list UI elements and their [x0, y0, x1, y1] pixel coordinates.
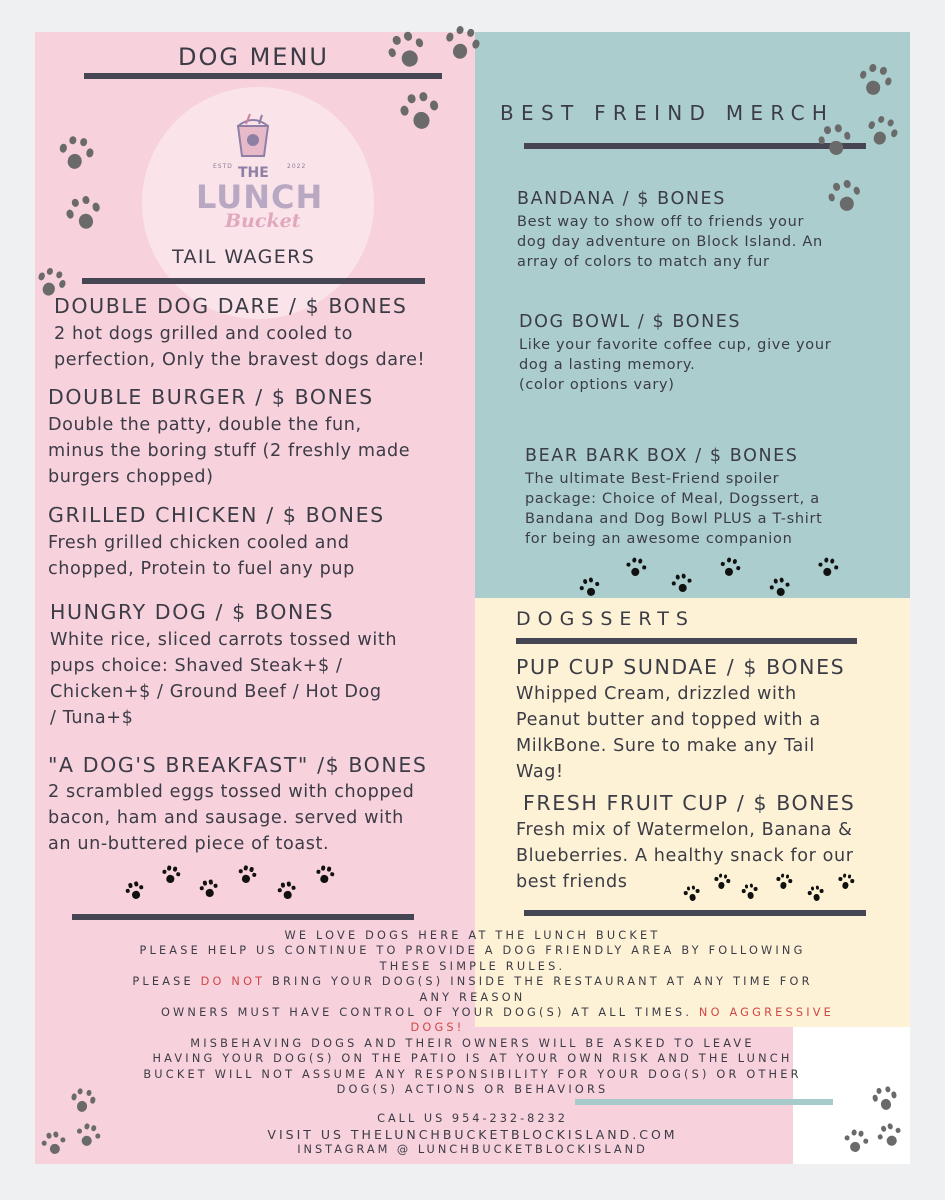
rules-line: HAVING YOUR DOG(S) ON THE PATIO IS AT YOUR OWN RISK AND THE LUNCH: [152, 1052, 793, 1066]
contact-instagram: INSTAGRAM @ LUNCHBUCKETBLOCKISLAND: [297, 1143, 648, 1156]
rules-emphasis: DO NOT: [200, 975, 266, 989]
menu-item-title: DOUBLE DOG DARE / $ BONES: [54, 294, 408, 318]
rules-line: ANY REASON: [419, 990, 526, 1004]
paw-print-icon: [397, 89, 443, 135]
logo-year: 2022: [287, 163, 307, 170]
paw-print-icon: [55, 133, 97, 175]
merch-item-title: DOG BOWL / $ BONES: [519, 312, 742, 332]
logo-estd: ESTD: [213, 163, 233, 170]
menu-item-title: HUNGRY DOG / $ BONES: [50, 600, 335, 624]
divider: [84, 73, 442, 79]
rules-line: MISBEHAVING DOGS AND THEIR OWNERS WILL BE ASKED TO LEAVE: [190, 1036, 755, 1050]
paw-print-icon: [199, 879, 220, 900]
paw-print-icon: [816, 556, 839, 579]
divider: [524, 910, 866, 916]
paw-print-icon: [315, 865, 336, 886]
rules-block: [50, 928, 895, 1097]
paw-print-icon: [68, 1086, 98, 1116]
paw-print-icon: [815, 121, 854, 160]
menu-item-title: "A DOG'S BREAKFAST" /$ BONES: [48, 753, 428, 777]
paw-print-icon: [842, 1128, 870, 1156]
menu-item-title: DOUBLE BURGER / $ BONES: [48, 385, 374, 409]
menu-item-title: GRILLED CHICKEN / $ BONES: [48, 503, 385, 527]
bucket-icon: [232, 112, 274, 158]
paw-print-icon: [713, 873, 732, 892]
menu-item-desc: Fresh grilled chicken cooled and chopped, Protein to fuel any pup: [48, 533, 355, 579]
rules-line: PLEASE HELP US CONTINUE TO PROVIDE A DOG FRIENDLY AREA BY FOLLOWING: [139, 944, 806, 958]
menu-item-desc: 2 scrambled eggs tossed with chopped bacon, ham and sausage. served with an un-buttered piece of toast.: [48, 782, 415, 854]
divider: [516, 638, 857, 644]
rules-line: [50, 1005, 895, 1020]
dog-menu-title: DOG MENU: [178, 43, 329, 71]
merch-title: BEST FREIND MERCH: [500, 101, 835, 125]
merch-item-desc: Best way to show off to friends your dog day adventure on Block Island. An array of colors to match any fur: [517, 214, 823, 270]
paw-print-icon: [277, 881, 298, 902]
merch-item-title: BANDANA / $ BONES: [517, 189, 726, 209]
rules-line: DOG(S) ACTIONS OR BEHAVIORS: [336, 1083, 609, 1097]
menu-item-desc: 2 hot dogs grilled and cooled to perfection, Only the bravest dogs dare!: [54, 324, 426, 370]
rules-line: BUCKET WILL NOT ASSUME ANY RESPONSIBILITY FOR YOUR DOG(S) OR OTHER: [143, 1067, 802, 1081]
divider: [82, 278, 425, 284]
paw-print-icon: [624, 556, 647, 579]
divider: [72, 914, 414, 920]
paw-print-icon: [670, 572, 693, 595]
divider: [524, 143, 866, 149]
paw-print-icon: [870, 1084, 900, 1114]
logo-bucket: Bucket: [225, 210, 301, 232]
paw-print-icon: [741, 883, 760, 902]
dogssert-item-title: PUP CUP SUNDAE / $ BONES: [516, 655, 846, 679]
rules-text: PLEASE: [132, 975, 201, 989]
rules-line: THESE SIMPLE RULES.: [379, 959, 566, 973]
dogssert-item-desc: Whipped Cream, drizzled with Peanut butter and topped with a MilkBone. Sure to make any Tail Wag!: [516, 684, 821, 782]
contact-phone: CALL US 954-232-8232: [377, 1112, 568, 1125]
paw-print-icon: [837, 873, 856, 892]
rules-line: [50, 1020, 895, 1035]
divider: [575, 1099, 833, 1105]
menu-item-desc: Double the patty, double the fun, minus the boring stuff (2 freshly made burgers chopped): [48, 415, 411, 487]
rules-text: OWNERS MUST HAVE CONTROL OF YOUR DOG(S) AT ALL TIMES.: [160, 1006, 699, 1020]
rules-emphasis: NO AGGRESSIVE: [698, 1006, 835, 1020]
dogssert-item-title: FRESH FRUIT CUP / $ BONES: [523, 791, 856, 815]
contact-website: VISIT US THELUNCHBUCKETBLOCKISLAND.COM: [267, 1127, 678, 1142]
rules-text: BRING YOUR DOG(S) INSIDE THE RESTAURANT AT ANY TIME FOR: [265, 975, 813, 989]
paw-print-icon: [807, 885, 826, 904]
paw-print-icon: [683, 885, 702, 904]
dogsserts-title: DOGSSERTS: [516, 608, 695, 630]
merch-item-desc: The ultimate Best-Friend spoiler package: Choice of Meal, Dogssert, a Bandana and Dog Bowl PLUS a T-shirt for being an awesome companion: [525, 471, 823, 547]
rules-line: [50, 974, 895, 989]
paw-print-icon: [40, 1130, 68, 1158]
rules-emphasis: DOGS!: [410, 1021, 465, 1035]
paw-print-icon: [768, 576, 791, 599]
tail-wagers-subtitle: TAIL WAGERS: [172, 246, 316, 268]
rules-line: WE LOVE DOGS HERE AT THE LUNCH BUCKET: [284, 929, 661, 942]
logo-the: THE: [238, 165, 269, 181]
merch-item-desc: Like your favorite coffee cup, give your dog a lasting memory. (color options vary): [519, 337, 832, 393]
merch-item-title: BEAR BARK BOX / $ BONES: [525, 446, 799, 466]
paw-print-icon: [775, 873, 794, 892]
dogssert-item-desc: Fresh mix of Watermelon, Banana & Blueberries. A healthy snack for our best friends: [516, 820, 854, 892]
logo-lunch: LUNCH: [196, 178, 324, 216]
paw-print-icon: [161, 865, 182, 886]
menu-item-desc: White rice, sliced carrots tossed with pups choice: Shaved Steak+$ / Chicken+$ / Ground Beef / Hot Dog / Tuna+$: [50, 630, 398, 728]
